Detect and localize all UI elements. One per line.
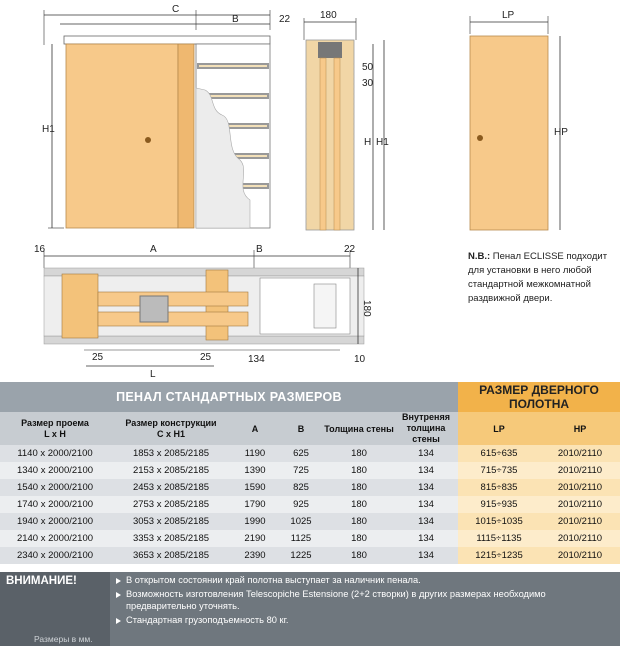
- cell-inner: 134: [394, 513, 458, 530]
- dim-22-plan: 22: [344, 244, 356, 255]
- header-wall: Толщина стены: [324, 412, 394, 445]
- cell-inner: 134: [394, 547, 458, 564]
- warning-note: В открытом состоянии край полотна выступает за наличник пенала.: [116, 574, 616, 587]
- cell-a: 1190: [232, 445, 278, 462]
- dim-h1: H1: [42, 124, 55, 135]
- dim-180-side: 180: [320, 10, 337, 21]
- cell-a: 1990: [232, 513, 278, 530]
- cell-b: 825: [278, 479, 324, 496]
- warning-notes: [116, 574, 616, 627]
- warning-note: Возможность изготовления Telescopiche Estensione (2+2 створки) в других размерах необходимо предварительно уточнять.: [116, 588, 616, 613]
- cell-construction: 1853 x 2085/2185: [110, 445, 232, 462]
- cell-construction: 3353 x 2085/2185: [110, 530, 232, 547]
- nb-text: Пенал ECLISSE подходит для установки в него любой стандартной межкомнатной раздвижной двери.: [468, 251, 608, 304]
- cell-a: 1790: [232, 496, 278, 513]
- dim-hp: HP: [554, 127, 568, 138]
- header-inner: Внутреняя толщина стены: [394, 412, 458, 445]
- table-row: [0, 479, 620, 496]
- header-construction: Размер конструкции C x H1: [110, 412, 232, 445]
- cell-a: 2390: [232, 547, 278, 564]
- table-row: [0, 445, 620, 462]
- dim-10: 10: [354, 354, 366, 365]
- cell-wall: 180: [324, 547, 394, 564]
- dim-l: L: [150, 369, 156, 380]
- nb-label: N.B.:: [468, 251, 491, 262]
- cell-hp: 2010/2110: [540, 445, 620, 462]
- cell-construction: 3053 x 2085/2185: [110, 513, 232, 530]
- cell-b: 1125: [278, 530, 324, 547]
- cell-hp: 2010/2110: [540, 547, 620, 564]
- cell-construction: 3653 x 2085/2185: [110, 547, 232, 564]
- cell-hp: 2010/2110: [540, 530, 620, 547]
- cell-opening: 1940 x 2000/2100: [0, 513, 110, 530]
- dim-16: 16: [34, 244, 46, 255]
- units-note: Размеры в мм.: [34, 634, 93, 644]
- cell-b: 1225: [278, 547, 324, 564]
- cell-a: 2190: [232, 530, 278, 547]
- cell-hp: 2010/2110: [540, 462, 620, 479]
- side-section: [304, 10, 389, 230]
- cell-b: 725: [278, 462, 324, 479]
- table-row: [0, 496, 620, 513]
- cell-a: 1390: [232, 462, 278, 479]
- plan-view: [34, 244, 372, 380]
- dim-22: 22: [279, 14, 291, 25]
- dim-a: A: [150, 244, 157, 255]
- cell-b: 625: [278, 445, 324, 462]
- cell-a: 1590: [232, 479, 278, 496]
- cell-lp: 1015÷1035: [458, 513, 540, 530]
- header-a: A: [232, 412, 278, 445]
- cell-wall: 180: [324, 513, 394, 530]
- dim-b-plan: B: [256, 244, 263, 255]
- header-opening: Размер проема L x H: [0, 412, 110, 445]
- nb-note: [468, 250, 618, 306]
- door-leaf: [470, 10, 568, 230]
- warning-note: Стандартная грузоподъемность 80 кг.: [116, 614, 616, 627]
- table-row: [0, 462, 620, 479]
- cell-lp: 915÷935: [458, 496, 540, 513]
- dim-h: H: [364, 137, 372, 148]
- cell-lp: 815÷835: [458, 479, 540, 496]
- cell-opening: 2140 x 2000/2100: [0, 530, 110, 547]
- cell-wall: 180: [324, 445, 394, 462]
- cell-opening: 1540 x 2000/2100: [0, 479, 110, 496]
- cell-lp: 1215÷1235: [458, 547, 540, 564]
- cell-hp: 2010/2110: [540, 513, 620, 530]
- cell-inner: 134: [394, 462, 458, 479]
- cell-b: 1025: [278, 513, 324, 530]
- warning-label-block: [0, 572, 110, 646]
- table-row: [0, 513, 620, 530]
- cell-opening: 2340 x 2000/2100: [0, 547, 110, 564]
- cell-inner: 134: [394, 496, 458, 513]
- header-hp: HP: [540, 412, 620, 445]
- dim-h1-side: H1: [376, 137, 389, 148]
- table-title-door: РАЗМЕР ДВЕРНОГО ПОЛОТНА: [458, 382, 620, 412]
- cell-inner: 134: [394, 479, 458, 496]
- dim-30: 30: [362, 78, 374, 89]
- header-b: B: [278, 412, 324, 445]
- cell-hp: 2010/2110: [540, 479, 620, 496]
- dim-50: 50: [362, 62, 374, 73]
- dim-b: B: [232, 14, 239, 25]
- dim-25-right: 25: [200, 352, 212, 363]
- cell-wall: 180: [324, 462, 394, 479]
- cell-wall: 180: [324, 530, 394, 547]
- header-lp: LP: [458, 412, 540, 445]
- dim-lp: LP: [502, 10, 515, 21]
- cell-inner: 134: [394, 445, 458, 462]
- cell-opening: 1740 x 2000/2100: [0, 496, 110, 513]
- cell-inner: 134: [394, 530, 458, 547]
- table-title-main: ПЕНАЛ СТАНДАРТНЫХ РАЗМЕРОВ: [0, 382, 458, 412]
- dim-180-plan: 180: [361, 300, 372, 317]
- table-row: [0, 530, 620, 547]
- warning-bar: [0, 572, 620, 646]
- cell-lp: 1115÷1135: [458, 530, 540, 547]
- dim-c: C: [172, 4, 180, 15]
- cell-construction: 2153 x 2085/2185: [110, 462, 232, 479]
- dim-25-left: 25: [92, 352, 104, 363]
- front-elevation: [42, 4, 291, 228]
- spec-table: [0, 382, 620, 564]
- cell-b: 925: [278, 496, 324, 513]
- cell-wall: 180: [324, 496, 394, 513]
- cell-opening: 1340 x 2000/2100: [0, 462, 110, 479]
- spec-rows: [0, 445, 620, 564]
- cell-lp: 615÷635: [458, 445, 540, 462]
- table-row: [0, 547, 620, 564]
- dim-134: 134: [248, 354, 265, 365]
- cell-opening: 1140 x 2000/2100: [0, 445, 110, 462]
- cell-lp: 715÷735: [458, 462, 540, 479]
- cell-construction: 2453 x 2085/2185: [110, 479, 232, 496]
- cell-wall: 180: [324, 479, 394, 496]
- cell-construction: 2753 x 2085/2185: [110, 496, 232, 513]
- cell-hp: 2010/2110: [540, 496, 620, 513]
- warning-title: ВНИМАНИЕ!: [6, 575, 77, 587]
